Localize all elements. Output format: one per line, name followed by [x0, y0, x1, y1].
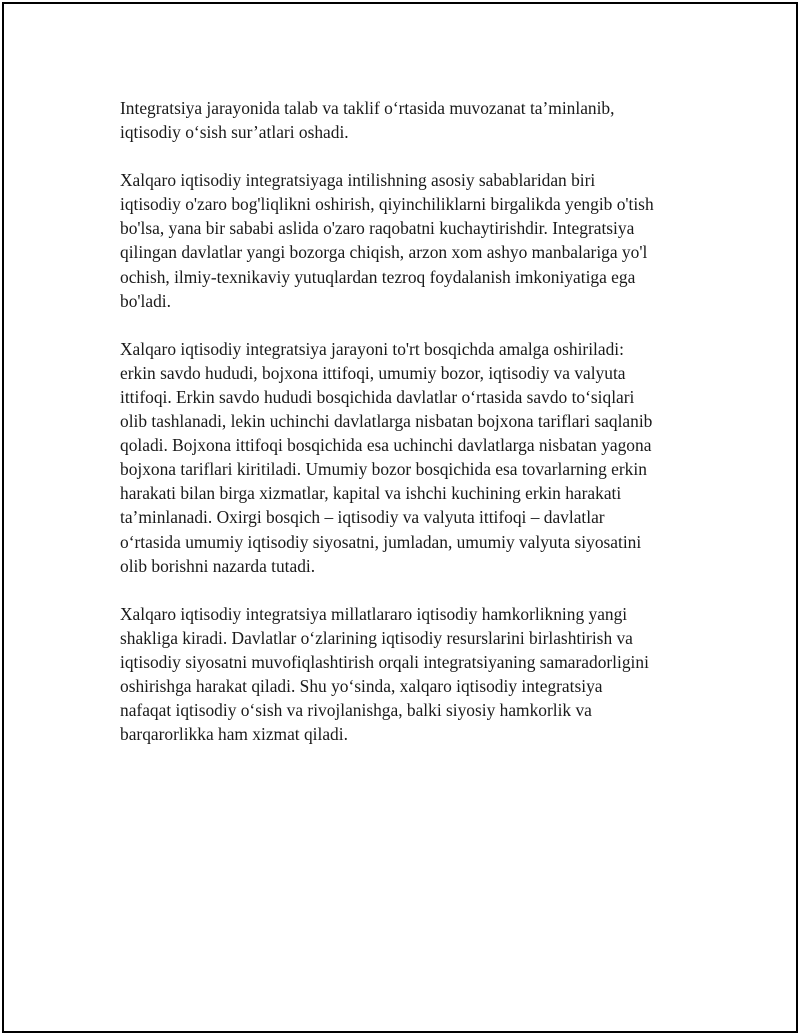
- text-line: iqtisodiy siyosatni muvofiqlashtirish orqali integratsiyaning samaradorligini: [120, 651, 649, 672]
- text-line: erkin savdo hududi, bojxona ittifoqi, umumiy bozor, iqtisodiy va valyuta: [120, 362, 626, 383]
- text-line: olib borishni nazarda tutadi.: [120, 555, 316, 576]
- text-line: oshirishga harakat qiladi. Shu yo‘sinda, xalqaro iqtisodiy integratsiya: [120, 675, 603, 696]
- text-line: olib tashlanadi, lekin uchinchi davlatlarga nisbatan bojxona tariflari saqlanib: [120, 411, 653, 432]
- text-line: Xalqaro iqtisodiy integratsiya millatlararo iqtisodiy hamkorlikning yangi: [120, 603, 628, 624]
- text-line: o‘rtasida umumiy iqtisodiy siyosatni, jumladan, umumiy valyuta siyosatini: [120, 531, 642, 552]
- document-body: [120, 96, 680, 770]
- text-line: harakati bilan birga xizmatlar, kapital va ishchi kuchining erkin harakati: [120, 483, 622, 504]
- paragraph-1: [120, 96, 680, 144]
- text-line: bo'ladi.: [120, 290, 171, 311]
- text-line: ochish, ilmiy-texnikaviy yutuqlardan tezroq foydalanish imkoniyatiga ega: [120, 266, 636, 287]
- text-line: Xalqaro iqtisodiy integratsiyaga intilishning asosiy sabablaridan biri: [120, 170, 596, 191]
- paragraph-2: [120, 168, 680, 313]
- text-line: iqtisodiy o'zaro bog'liqlikni oshirish, qiyinchiliklarni birgalikda yengib o'tish: [120, 194, 654, 215]
- text-line: barqarorlikka ham xizmat qiladi.: [120, 724, 348, 745]
- text-line: Xalqaro iqtisodiy integratsiya jarayoni to'rt bosqichda amalga oshiriladi:: [120, 338, 624, 359]
- text-line: bojxona tariflari kiritiladi. Umumiy bozor bosqichida esa tovarlarning erkin: [120, 459, 647, 480]
- text-line: nafaqat iqtisodiy o‘sish va rivojlanishga, balki siyosiy hamkorlik va: [120, 700, 592, 721]
- text-line: iqtisodiy o‘sish sur’atlari oshadi.: [120, 122, 349, 143]
- text-line: Integratsiya jarayonida talab va taklif o‘rtasida muvozanat ta’minlanib,: [120, 98, 615, 118]
- page-frame: [2, 2, 798, 1033]
- text-line: ittifoqi. Erkin savdo hududi bosqichida davlatlar o‘rtasida savdo to‘siqlari: [120, 386, 635, 407]
- text-line: qilingan davlatlar yangi bozorga chiqish, arzon xom ashyo manbalariga yo'l: [120, 242, 648, 263]
- text-line: bo'lsa, yana bir sababi aslida o'zaro raqobatni kuchaytirishdir. Integratsiya: [120, 218, 635, 239]
- paragraph-3: [120, 337, 680, 578]
- text-line: ta’minlanadi. Oxirgi bosqich – iqtisodiy va valyuta ittifoqi – davlatlar: [120, 507, 605, 528]
- text-line: qoladi. Bojxona ittifoqi bosqichida esa uchinchi davlatlarga nisbatan yagona: [120, 435, 652, 456]
- text-line: shakliga kiradi. Davlatlar o‘zlarining iqtisodiy resurslarini birlashtirish va: [120, 627, 633, 648]
- paragraph-4: [120, 602, 680, 747]
